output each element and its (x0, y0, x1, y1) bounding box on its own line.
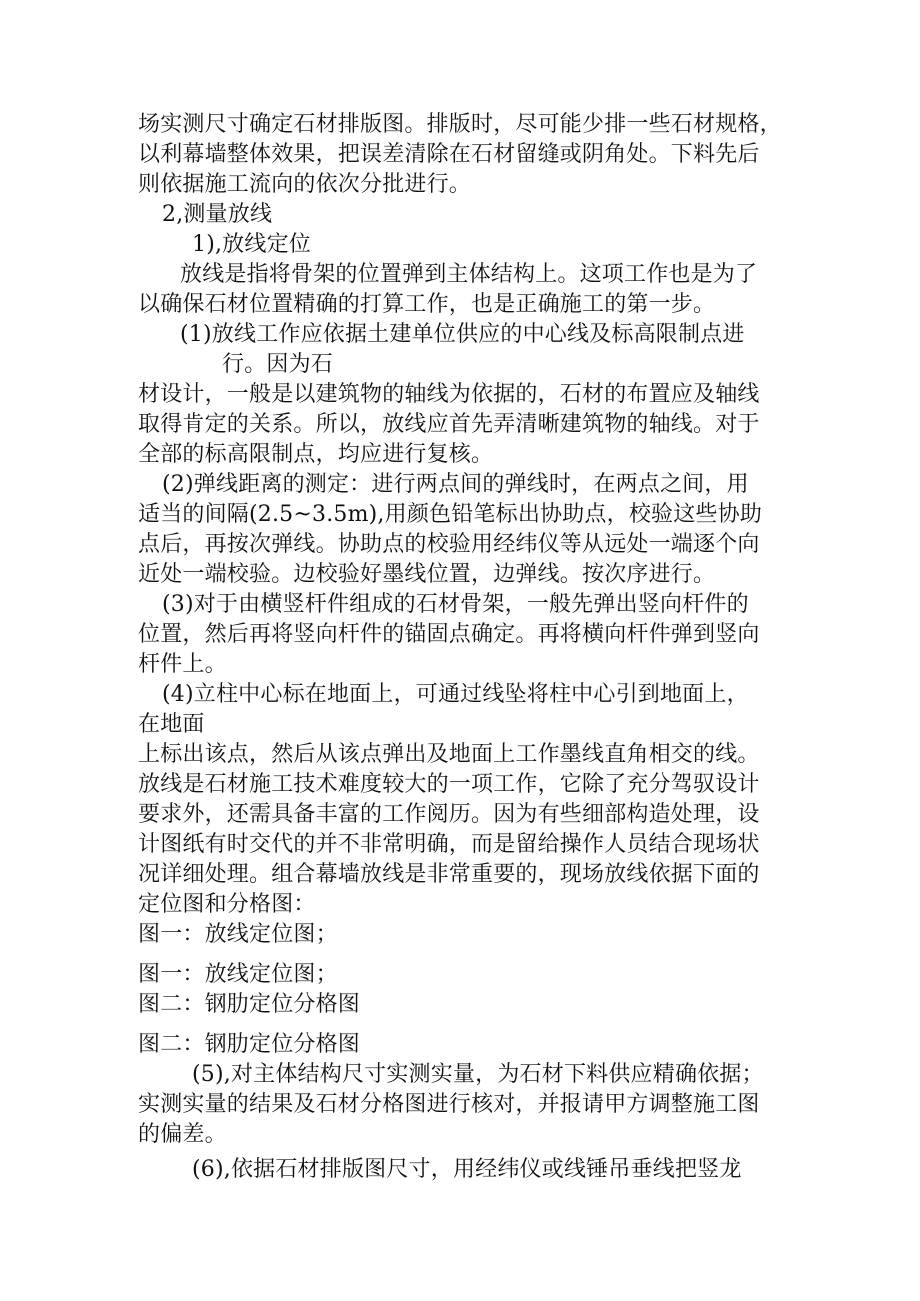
text-line: 以利幕墙整体效果，把误差清除在石材留缝或阴角处。下料先后 (138, 142, 760, 167)
list-item: (4)立柱中心标在地面上，可通过线坠将柱中心引到地面上， (162, 682, 749, 707)
list-item: (6),依据石材排版图尺寸，用经纬仪或线锤吊垂线把竖龙 (192, 1157, 742, 1182)
text-line: 定位图和分格图： (138, 892, 316, 917)
list-item: (5),对主体结构尺寸实测实量，为石材下料供应精确依据； (192, 1062, 764, 1087)
figure-caption: 图二：钢肋定位分格图 (138, 992, 361, 1017)
figure-caption: 图一：放线定位图； (138, 962, 338, 987)
list-item: (1)放线工作应依据土建单位供应的中心线及标高限制点进 (180, 322, 745, 347)
text-line: 点后，再按次弹线。协助点的校验用经纬仪等从远处一端逐个向 (138, 532, 760, 557)
text-line: 在地面 (138, 712, 205, 737)
text-line: 况详细处理。组合幕墙放线是非常重要的，现场放线依据下面的 (138, 862, 760, 887)
figure-caption: 图一：放线定位图； (138, 922, 338, 947)
text-line: 实测实量的结果及石材分格图进行核对，并报请甲方调整施工图 (138, 1092, 760, 1117)
text-line: 的偏差。 (138, 1122, 227, 1147)
subsection-heading: 1),放线定位 (192, 232, 311, 257)
text-line: 杆件上。 (138, 652, 227, 677)
text-line: 位置，然后再将竖向杆件的锚固点确定。再将横向杆件弹到竖向 (138, 622, 760, 647)
text-line: 计图纸有时交代的并不非常明确，而是留给操作人员结合现场状 (138, 832, 760, 857)
text-line: 要求外，还需具备丰富的工作阅历。因为有些细部构造处理，设 (138, 802, 760, 827)
text-line: 则依据施工流向的依次分批进行。 (138, 172, 472, 197)
text-line: 适当的间隔(2.5~3.5m),用颜色铅笔标出协助点，校验这些协助 (138, 502, 763, 527)
text-line: 近处一端校验。边校验好墨线位置，边弹线。按次序进行。 (138, 562, 716, 587)
text-line: 以确保石材位置精确的打算工作，也是正确施工的第一步。 (138, 292, 716, 317)
text-line: 材设计，一般是以建筑物的轴线为依据的，石材的布置应及轴线 (138, 382, 760, 407)
text-line: 行。因为石 (222, 352, 334, 377)
list-item: (2)弹线距离的测定：进行两点间的弹线时，在两点之间，用 (162, 472, 749, 497)
text-line: 上标出该点，然后从该点弹出及地面上工作墨线直角相交的线。 (138, 742, 760, 767)
figure-caption: 图二：钢肋定位分格图 (138, 1032, 361, 1057)
list-item: (3)对于由横竖杆件组成的石材骨架，一般先弹出竖向杆件的 (162, 592, 749, 617)
section-heading: 2,测量放线 (162, 202, 273, 227)
text-line: 放线是石材施工技术难度较大的一项工作，它除了充分驾驭设计 (138, 772, 760, 797)
text-line: 场实测尺寸确定石材排版图。排版时，尽可能少排一些石材规格， (138, 112, 782, 137)
text-line: 放线是指将骨架的位置弹到主体结构上。这项工作也是为了 (180, 262, 758, 287)
text-line: 取得肯定的关系。所以，放线应首先弄清晰建筑物的轴线。对于 (138, 412, 760, 437)
text-line: 全部的标高限制点，均应进行复核。 (138, 442, 494, 467)
